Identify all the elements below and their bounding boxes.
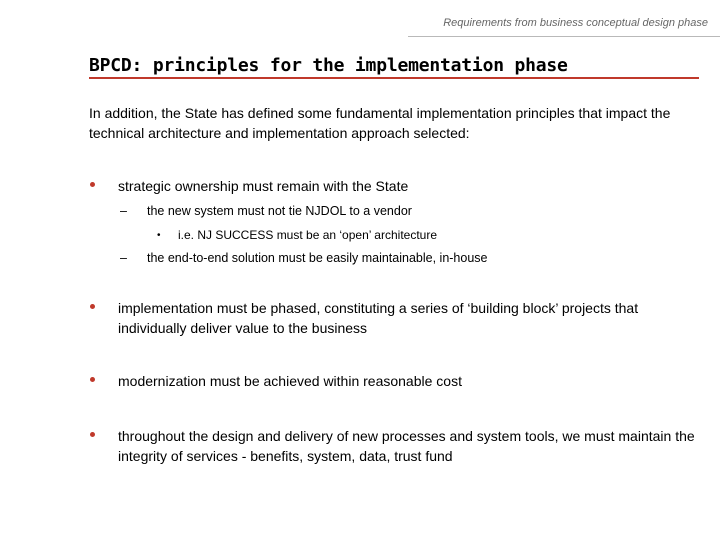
- bullet-icon: [90, 182, 95, 187]
- sub-bullet-item: the new system must not tie NJDOL to a vendor: [147, 204, 412, 218]
- section-label: Requirements from business conceptual design phase: [443, 17, 708, 29]
- header-divider: [408, 36, 720, 37]
- page-title: BPCD: principles for the implementation phase: [89, 55, 568, 76]
- intro-paragraph: In addition, the State has defined some fundamental implementation principles that impact the technical architecture and implementation approach selected:: [89, 105, 671, 141]
- bullet-icon: [90, 304, 95, 309]
- bullet-icon: [90, 377, 95, 382]
- square-bullet-icon: •: [157, 230, 161, 241]
- bullet-icon: [90, 432, 95, 437]
- bullet-item: throughout the design and delivery of new processes and system tools, we must maintain the integrity of services - benefits, system, data, trust fund: [118, 428, 695, 464]
- dash-icon: –: [120, 251, 127, 265]
- bullet-item: implementation must be phased, constituting a series of ‘building block’ projects that individually deliver value to the business: [118, 300, 639, 336]
- title-underline: [89, 77, 699, 79]
- dash-icon: –: [120, 204, 127, 218]
- bullet-item: modernization must be achieved within reasonable cost: [118, 373, 462, 389]
- bullet-item: strategic ownership must remain with the State: [118, 178, 409, 194]
- sub-bullet-item: the end-to-end solution must be easily maintainable, in-house: [147, 251, 488, 265]
- sub-sub-bullet-item: i.e. NJ SUCCESS must be an ‘open’ architecture: [178, 228, 438, 242]
